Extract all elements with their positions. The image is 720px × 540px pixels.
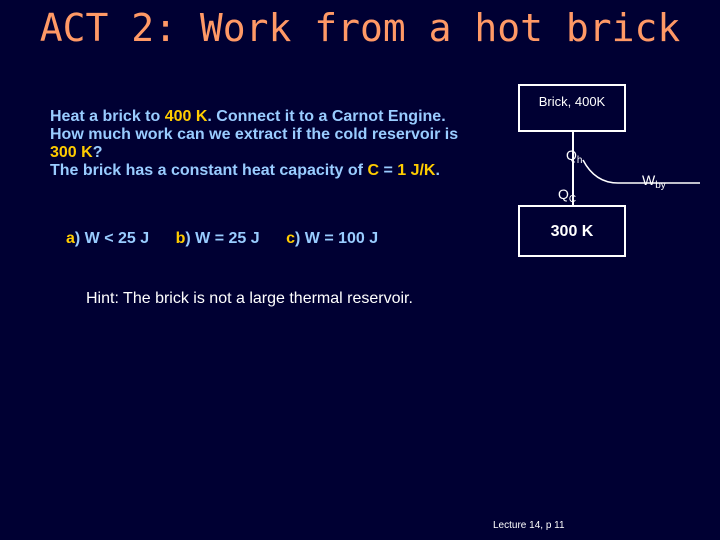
hot-temp-value: 400 K [164, 108, 208, 125]
choice-text: ) W < 25 J [74, 230, 150, 247]
question-part: How much work can we extract [50, 126, 292, 143]
qh-label [566, 147, 582, 166]
question-part: ? [92, 144, 103, 161]
cold-temp-value: 300 K [50, 144, 93, 161]
choice-text: ) W = 100 J [295, 230, 379, 247]
qc-label [558, 186, 576, 205]
heat-capacity-value: 1 J/K [397, 162, 436, 179]
footer-text: Lecture 14, p 11 [493, 520, 565, 531]
w-main: W [642, 172, 656, 188]
qc-main: Q [558, 186, 569, 202]
heat-capacity-symbol: C [367, 162, 379, 179]
hot-reservoir-box [518, 84, 626, 132]
question-part: Heat a brick to [50, 108, 165, 125]
cold-reservoir-label: 300 K [550, 223, 594, 240]
question-part: . [435, 162, 440, 179]
choice-text: ) W = 25 J [185, 230, 260, 247]
choice-letter: c [286, 230, 295, 247]
qh-main: Q [566, 147, 577, 163]
qh-sub: h [576, 155, 583, 166]
cold-reservoir-box [518, 205, 626, 257]
qc-sub: C [568, 194, 577, 205]
w-sub: by [655, 180, 666, 191]
question-part: if the cold reservoir is [291, 126, 459, 143]
question-part: = [379, 162, 398, 179]
slide-title: ACT 2: Work from a hot brick [39, 6, 681, 50]
hot-reservoir-label: Brick, 400K [538, 94, 606, 109]
question-part: The brick has a constant heat capacity of [50, 162, 368, 179]
question-part: . Connect it to a Carnot Engine. [207, 108, 446, 125]
work-label [642, 172, 666, 191]
choice-letter: b [175, 230, 186, 247]
hint-text: Hint: The brick is not a large thermal reservoir. [86, 290, 413, 307]
choice-letter: a [66, 230, 75, 247]
